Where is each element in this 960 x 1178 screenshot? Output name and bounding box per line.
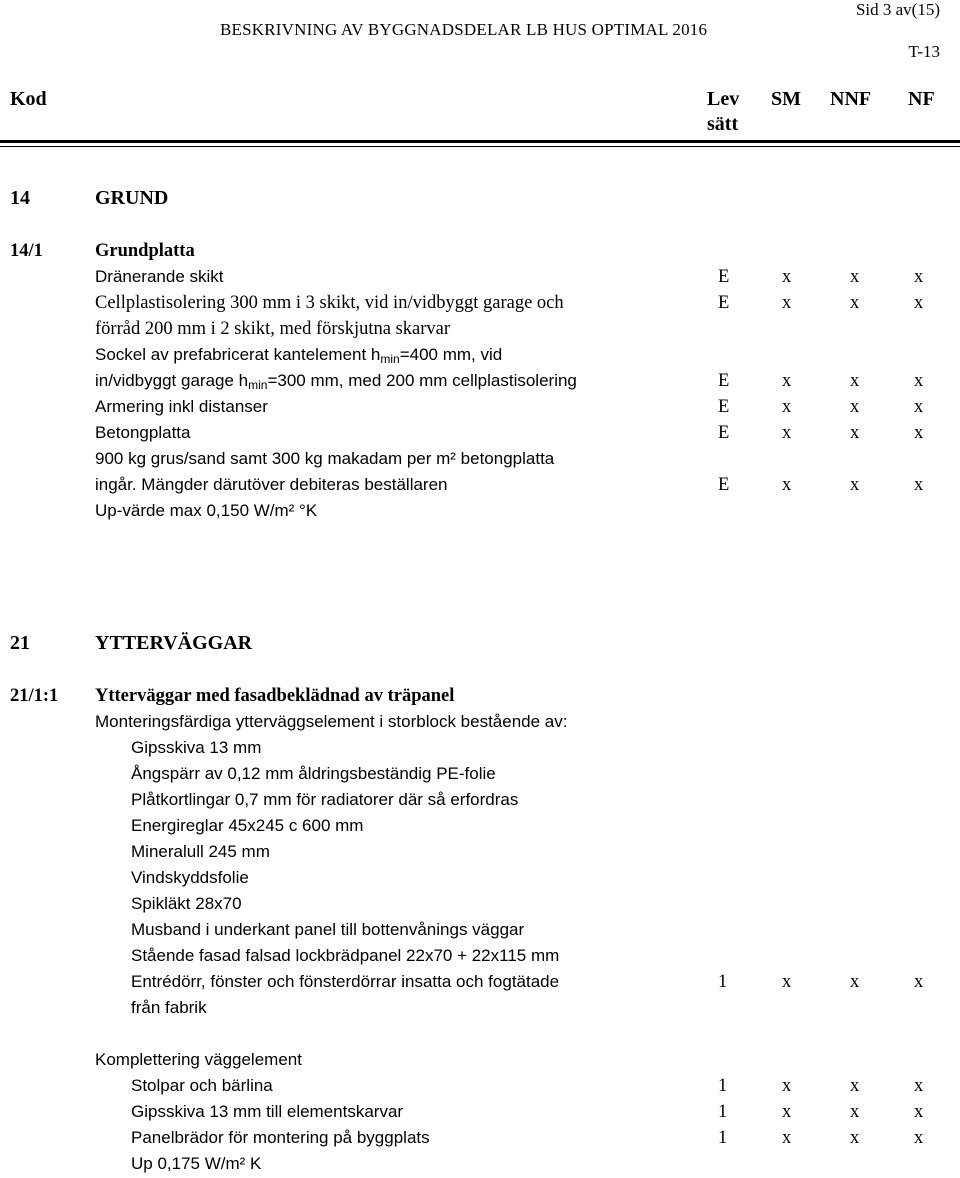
spec-row — [0, 472, 960, 498]
nf-cell: x — [914, 293, 924, 313]
row-text: Ångspärr av 0,12 mm åldringsbeständig PE-folie — [131, 764, 496, 783]
subsection-title: Ytterväggar med fasadbeklädnad av träpanel — [95, 686, 455, 706]
subsection-14-1-heading — [0, 238, 960, 264]
nf-cell: x — [914, 1128, 924, 1148]
row-text: Up 0,175 W/m² K — [131, 1154, 262, 1173]
row-text-part: Sockel av prefabricerat kantelement h — [95, 345, 381, 364]
spec-row — [0, 342, 960, 368]
row-text: Cellplastisolering 300 mm i 3 skikt, vid in/vidbyggt garage och — [95, 293, 564, 313]
sm-cell: x — [782, 397, 792, 417]
spec-row — [0, 813, 960, 839]
row-text: Mineralull 245 mm — [131, 842, 270, 861]
row-text: Armering inkl distanser — [95, 397, 268, 416]
column-levsatt-1: Lev — [707, 88, 740, 110]
column-levsatt-2: sätt — [707, 113, 739, 135]
sm-cell: x — [782, 1076, 792, 1096]
nf-cell: x — [914, 972, 924, 992]
row-text: Entrédörr, fönster och fönsterdörrar insatta och fogtätade — [131, 972, 560, 991]
sm-cell: x — [782, 293, 792, 313]
nf-cell: x — [914, 1102, 924, 1122]
spec-row — [0, 865, 960, 891]
sm-cell: x — [782, 972, 792, 992]
spec-row — [0, 787, 960, 813]
row-text: Up-värde max 0,150 W/m² °K — [95, 501, 318, 520]
lev-cell: E — [718, 423, 730, 443]
row-text: Spikläkt 28x70 — [131, 894, 242, 913]
nnf-cell: x — [850, 1102, 860, 1122]
row-text: ingår. Mängder därutöver debiteras beställaren — [95, 475, 448, 494]
spec-row — [0, 709, 960, 735]
lev-cell: 1 — [718, 1128, 728, 1148]
row-text: Vindskyddsfolie — [131, 868, 249, 887]
lev-cell: 1 — [718, 1102, 728, 1122]
row-text-part: =300 mm, med 200 mm cellplastisolering — [267, 371, 577, 390]
spec-row — [0, 839, 960, 865]
spec-row — [0, 446, 960, 472]
spec-row — [0, 394, 960, 420]
row-text: Dränerande skikt — [95, 267, 224, 286]
nnf-cell: x — [850, 397, 860, 417]
row-text: från fabrik — [131, 998, 207, 1017]
row-text: Energireglar 45x245 c 600 mm — [131, 816, 364, 835]
column-nnf: NNF — [830, 88, 872, 110]
spec-row — [0, 1099, 960, 1125]
spec-row — [0, 1151, 960, 1177]
nnf-cell: x — [850, 423, 860, 443]
subsection-code: 14/1 — [10, 241, 43, 261]
sm-cell: x — [782, 1102, 792, 1122]
lev-cell: 1 — [718, 972, 728, 992]
spec-row — [0, 1047, 960, 1073]
row-text: Plåtkortlingar 0,7 mm för radiatorer där så erfordras — [131, 790, 519, 809]
subsection-21-1-1-heading — [0, 683, 960, 709]
header-rule-thick — [0, 140, 960, 143]
document-title: BESKRIVNING AV BYGGNADSDELAR LB HUS OPTIMAL 2016 — [220, 20, 708, 39]
nf-cell: x — [914, 475, 924, 495]
lev-cell: E — [718, 397, 730, 417]
row-text: förråd 200 mm i 2 skikt, med förskjutna skarvar — [95, 319, 451, 339]
row-text-part: in/vidbyggt garage h — [95, 371, 249, 390]
lev-cell: E — [718, 475, 730, 495]
nf-cell: x — [914, 1076, 924, 1096]
sm-cell: x — [782, 1128, 792, 1148]
nnf-cell: x — [850, 972, 860, 992]
lev-cell: E — [718, 371, 730, 391]
spec-row — [0, 316, 960, 342]
row-text: Komplettering väggelement — [95, 1050, 302, 1069]
nf-cell: x — [914, 371, 924, 391]
sm-cell: x — [782, 371, 792, 391]
spec-row — [0, 368, 960, 394]
row-text: Gipsskiva 13 mm — [131, 738, 262, 757]
spec-row — [0, 420, 960, 446]
lev-cell: E — [718, 267, 730, 287]
nnf-cell: x — [850, 1076, 860, 1096]
document-code: T-13 — [908, 42, 940, 61]
spec-row — [0, 290, 960, 316]
section-code: 14 — [10, 187, 30, 209]
sm-cell: x — [782, 267, 792, 287]
nf-cell: x — [914, 267, 924, 287]
spec-row — [0, 498, 960, 524]
spec-row — [0, 969, 960, 995]
spec-row — [0, 995, 960, 1021]
row-text: 900 kg grus/sand samt 300 kg makadam per m² betongplatta — [95, 449, 555, 468]
nf-cell: x — [914, 423, 924, 443]
row-text: Musband i underkant panel till bottenvånings väggar — [131, 920, 525, 939]
row-text: Stående fasad falsad lockbrädpanel 22x70 + 22x115 mm — [131, 946, 560, 965]
lev-cell: E — [718, 293, 730, 313]
subsection-title: Grundplatta — [95, 241, 195, 261]
row-text: Monteringsfärdiga ytterväggselement i storblock bestående av: — [95, 712, 568, 731]
row-text-part: =400 mm, vid — [399, 345, 503, 364]
spec-row — [0, 1073, 960, 1099]
header-rule-thin — [0, 146, 960, 147]
spec-row — [0, 735, 960, 761]
sm-cell: x — [782, 475, 792, 495]
section-code: 21 — [10, 632, 30, 654]
nnf-cell: x — [850, 293, 860, 313]
nnf-cell: x — [850, 371, 860, 391]
nnf-cell: x — [850, 1128, 860, 1148]
spec-row — [0, 761, 960, 787]
spec-row — [0, 943, 960, 969]
row-text: Gipsskiva 13 mm till elementskarvar — [131, 1102, 404, 1121]
spec-row — [0, 891, 960, 917]
column-kod: Kod — [10, 88, 47, 110]
sm-cell: x — [782, 423, 792, 443]
row-text: Stolpar och bärlina — [131, 1076, 273, 1095]
row-text: Panelbrädor för montering på byggplats — [131, 1128, 430, 1147]
nf-cell: x — [914, 397, 924, 417]
page-number: Sid 3 av(15) — [855, 0, 940, 19]
spec-row — [0, 264, 960, 290]
section-14-heading — [0, 185, 960, 211]
spec-row — [0, 1125, 960, 1151]
subscript: min — [380, 352, 400, 366]
column-nf: NF — [908, 88, 935, 110]
column-sm: SM — [771, 88, 801, 110]
row-text: Betongplatta — [95, 423, 191, 442]
nnf-cell: x — [850, 267, 860, 287]
spec-row — [0, 917, 960, 943]
section-title: GRUND — [95, 187, 169, 209]
subscript: min — [248, 378, 268, 392]
section-title: YTTERVÄGGAR — [95, 632, 253, 654]
section-21-heading — [0, 630, 960, 656]
subsection-code: 21/1:1 — [10, 686, 59, 706]
lev-cell: 1 — [718, 1076, 728, 1096]
nnf-cell: x — [850, 475, 860, 495]
